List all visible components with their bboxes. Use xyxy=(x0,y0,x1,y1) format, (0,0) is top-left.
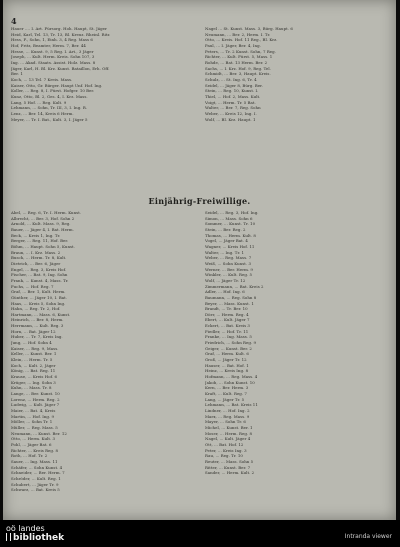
register-entry: Kraft, ... Kult. Reg. 7 xyxy=(205,391,247,396)
lower-left-column xyxy=(11,210,194,493)
register-entry: Böhm, ... Haupt. Sohn 5, Kunst. xyxy=(11,243,75,249)
register-entry: Groß, ... Jäger Tr. 12 xyxy=(205,357,247,363)
register-entry: Walter, ... Ber. 7, Reg. Sohn xyxy=(205,105,261,111)
register-entry: Arnold, ... Kult. Mass. 9, Reg. xyxy=(11,221,71,227)
register-entry: Reuter, ... Mass. Sohn 5 xyxy=(205,458,254,464)
register-entry: Kaiser, ... Reg. 9, Mass. xyxy=(11,345,59,351)
register-entry: Stein, ... Reg. 10, Kunst. I. xyxy=(205,88,259,94)
register-entry: Schulz, ... St. Ing. 6, Tr. 4 xyxy=(205,76,257,82)
register-entry: Busch, ... Herm. Tr. 8, Kult. xyxy=(11,255,67,261)
register-entry: Möller, ... Sohn Tr. 1 xyxy=(11,419,53,425)
register-entry: Lehmann, ... Sohn, Tr. III, 3, I. Ing. R. xyxy=(11,105,88,111)
register-entry: Otto, ... Herm. Kult. 3 xyxy=(11,436,56,442)
register-entry: Franke, ... Ing. Mass. 5 xyxy=(205,334,252,340)
register-entry: Pohl, ... Jäger Bat. 6 xyxy=(11,441,52,447)
register-entry: Müller, ... Reg. Mass. 5 xyxy=(11,424,58,430)
upper-right-column xyxy=(205,26,388,122)
register-entry: Hess, F., Sohn, 1, Einh. 3, 4 Reg. Mass 6 xyxy=(11,37,93,43)
register-entry: Krüger, ... Ing. Sohn 3 xyxy=(11,379,56,385)
register-entry: Stein, ... Ber. Reg. 2 xyxy=(205,226,246,232)
register-entry: Hartmann, ... Mass. 6, Kunst. xyxy=(11,311,71,317)
register-entry: Schröder, ... Kult. Reg. 1 xyxy=(11,475,61,481)
register-entry: Jäger, Karl, H. Bl. Krz. Kunst. Bataillon, Erh. Off. xyxy=(11,65,110,71)
logo-bars-icon xyxy=(6,533,11,541)
register-entry: Peter, ... Kreis Ing. 3 xyxy=(205,447,247,453)
register-entry: Weber, ... Kreis 12, Ing. I. xyxy=(205,110,257,116)
register-entry: Herrmann, ... Kult. Reg. 3 xyxy=(11,323,64,329)
register-entry: Klein, ... Herm. Tr. 5 xyxy=(11,357,53,363)
register-entry: Ritter, ... Kunst. Ber. 7 xyxy=(205,464,251,470)
register-entry: Abel, ... Reg. 6, Tr. I. Herm. Kunst. xyxy=(11,210,82,215)
register-entry: Kaiser, Otto, Gr. Bürger. Haupt Unf. Hof. Ing. xyxy=(11,82,103,88)
library-logo xyxy=(6,524,64,543)
register-entry: Dietrich, ... Ber. 6, Jäger xyxy=(11,260,61,266)
register-entry: Krause, ... Kreis Hof. 6 xyxy=(11,374,58,380)
upper-left-column xyxy=(11,26,194,122)
logo-line-1: oö landes xyxy=(6,524,45,533)
register-entry: Rohde, ... Bat. 13 Herm. Ber. 2 xyxy=(205,59,268,65)
register-entry: Fiedler, ... Hof. Tr. 11 xyxy=(205,328,249,334)
register-entry: Jung, ... Hof. Sohn 4 xyxy=(11,340,52,346)
register-entry: Brandt, ... Tr. Ber. 10 xyxy=(205,306,248,312)
register-entry: Heinrich, ... Ber. 8, Herm. xyxy=(11,317,64,323)
register-entry: Sander, ... Herm. Kult. 2 xyxy=(205,470,255,476)
register-entry: Marx, ... Reg. Mass. 9 xyxy=(205,413,250,419)
register-entry: Lang, 5 Hof. ... Reg. Kult. 9 xyxy=(11,99,67,105)
register-entry: Baumann, ... Reg. Sohn 8 xyxy=(205,294,257,300)
register-entry: Seidel, ... Jäger 8, Bürg. Ber. xyxy=(205,82,263,88)
register-entry: Graf, ... Ber. 1, Kult. Herm. xyxy=(11,289,66,295)
register-entry: Weber, ... Reg. Mass. 7 xyxy=(205,255,252,261)
register-entry: Engel, ... Reg. 3, Kreis Hof. xyxy=(11,266,67,272)
register-entry: Lindner, ... Hof. Ing. 2 xyxy=(205,407,250,413)
register-entry: Lorenz, ... Herm. Reg. 2 xyxy=(11,396,60,402)
register-entry: Beck, ... Kreis 1, Ing. Tr. xyxy=(11,232,61,238)
register-entry: Wolf, ... Jäger Tr. 12 xyxy=(205,277,246,283)
register-entry: Zimmermann, ... Bat. Kreis 2 xyxy=(205,283,264,289)
register-entry: Ing. ... Akad. Staats. Assist. Holz. Mass. 8 xyxy=(11,59,96,65)
register-entry: Maier, ... Bat. 4, Kreis xyxy=(11,407,56,413)
register-entry: Graf, ... Herm. Kult. 6 xyxy=(205,351,249,357)
register-entry: Thomas, ... Herm. Kult. 8 xyxy=(205,232,256,238)
register-entry: Schubert, ... Jäger Tr. 9 xyxy=(11,481,59,487)
register-entry: Roth, ... Hof. Tr. 2 xyxy=(11,453,48,459)
register-entry: Huber, ... Tr. 7, Kreis Ing. xyxy=(11,334,63,340)
register-entry: Meyer, ... Tr. I. Bat., Kult. 3, I. Jäger 5 xyxy=(11,116,88,122)
register-entry: Seidel, ... Reg. 3, Hof. Ing. xyxy=(205,210,259,215)
register-entry: Kuhn, ... Mass. Tr. 8 xyxy=(11,385,52,391)
register-entry: Braun, ... I. Krz. Mass. 2 xyxy=(11,249,61,255)
register-entry: Moser, ... Herm. Reg. 8 xyxy=(205,430,253,436)
section-heading: Einjährig-Freiwillige. xyxy=(148,196,251,206)
logo-line-2 xyxy=(6,533,64,543)
register-entry: Otto, ... Kreis. Hof. 11 Reg., Bl. Krz. xyxy=(205,37,278,43)
register-entry: Sauer, ... Ing. Mass. 11 xyxy=(11,458,58,464)
register-entry: Hof, Fritz, Beamter, Herm. 7, Ber. 44 xyxy=(11,42,86,48)
register-entry: Adler, ... Hof. Ing. 6 xyxy=(205,289,245,295)
register-entry: Bauer, ... Jäger 4, I. Bat. Herm. xyxy=(11,226,74,232)
register-entry: Kunz, Otto, Bl. 2, Ges. 4, I. Krz. Mass. xyxy=(11,93,88,99)
register-entry: Keller, ... Kunst. Ber. 1 xyxy=(11,351,57,357)
register-entry: Vogel, ... Jäger Bat. 4 xyxy=(205,238,248,244)
register-entry: Thiel, ... Hof. 2, Mass. Kult. xyxy=(205,93,261,99)
register-entry: Heinz, ... Kreis Ing. 8 xyxy=(205,368,249,374)
register-entry: Ber. 1 xyxy=(11,71,23,77)
register-entry: Nagel ... St. Kunst. Mass. 3, Bürg. Haupt. 6 xyxy=(205,26,293,31)
register-entry: Geiger, ... Kunst. Ber. 2 xyxy=(205,345,252,351)
register-entry: Mayer, ... Sohn Tr. 6 xyxy=(205,419,246,425)
register-entry: Wagner, ... Kreis Hof. 11 xyxy=(205,243,255,249)
register-entry: Joseph, ... Kult. Herm. Kreis. Sohn 107, 3 xyxy=(11,54,95,60)
register-entry: Winkler, ... Kult. Reg. 5 xyxy=(205,272,252,278)
register-entry: Koch, ... Kult. 2, Jäger xyxy=(11,362,56,368)
register-entry: Weiß, ... Sohn Kunst. 3 xyxy=(205,260,251,266)
register-entry: Frank, ... Kunst. 4, Mass. Tr. xyxy=(11,277,69,283)
register-entry: Rau, ... Reg. Tr. 10 xyxy=(205,453,243,459)
register-entry: Kern, ... Ber. Herm. 3 xyxy=(205,385,249,391)
register-entry: Haas, ... Kreis 5, Sohn Ing. xyxy=(11,300,66,306)
register-entry: Jakob, ... Sohn Kunst. 10 xyxy=(205,379,255,385)
register-entry: Koch, ... 13 Tel. 7 Kreis. Mass. xyxy=(11,76,73,82)
register-entry: Werner, ... Ber. Herm. 9 xyxy=(205,266,253,272)
register-entry: König, ... Bat. Reg. 11 xyxy=(11,368,56,374)
register-entry: Walter, ... Ing. Tr. 1 xyxy=(205,249,245,255)
document-page xyxy=(3,0,396,520)
register-entry: Hofmann, ... Reg. Mass. 4 xyxy=(205,374,258,380)
register-entry: Lenz, ... Ber. 14, Kreis 6 Herm. xyxy=(11,110,74,116)
register-entry: Friedrich, ... Sohn Reg. 9 xyxy=(205,340,257,346)
register-entry: Wolf, ... Bl. Krz. Haupt. 1 xyxy=(205,116,256,122)
register-entry: Sachs, ... I. Krz. Hof. 9, Reg. Tel. xyxy=(205,65,271,71)
register-entry: Schäfer, ... Sohn Kunst. 4 xyxy=(11,464,63,470)
page-number: 4 xyxy=(11,16,17,26)
register-entry: Hauser, ... Bat. Hof. 1 xyxy=(205,362,249,368)
register-entry: Nagel, ... Kult. Jäger 4 xyxy=(205,436,251,442)
register-entry: Koller, ... Reg. 8, I. Fürst. Hofger. 10 Ber. xyxy=(11,88,95,94)
register-entry: Fuchs, ... Hof. Reg. 7 xyxy=(11,283,54,289)
register-entry: Lang, ... Jäger Tr. 5 xyxy=(205,396,245,402)
register-entry: Hesse, ... Kunst. 9, 5 Reg. I. Art., 3 Jäger xyxy=(11,48,94,54)
register-entry: Günther, ... Jäger 10, I. Bat. xyxy=(11,294,68,300)
register-entry: Lehmann, ... Bat. Kreis 11 xyxy=(205,402,258,408)
register-entry: Dörr, ... Herm. Reg. 4 xyxy=(205,311,249,317)
register-entry: Heid, Karl, Tel. 13, Tr. 13, Bl. Kreuz. Rheinl. Ritz xyxy=(11,31,110,37)
register-entry: Horn, ... Bat. Jäger 12 xyxy=(11,328,56,334)
register-entry: Berger, ... Reg. 11, Hof. Ber. xyxy=(11,238,69,244)
lower-right-column xyxy=(205,210,388,476)
register-entry: Ebert, ... Kult. Jäger 7 xyxy=(205,317,250,323)
register-entry: Richter, ... Kreis Reg. 8 xyxy=(11,447,59,453)
register-entry: Sommer, ... Kunst. Tr. 10 xyxy=(205,221,256,227)
register-entry: Simon, ... Mass. Sohn 6 xyxy=(205,215,253,221)
register-entry: Neumann, ... Ber. 2, Herm. I. Tr. xyxy=(205,31,271,37)
register-entry: Ott, ... Bat. Hof. 12 xyxy=(205,441,244,447)
register-entry: Hauer .... I. Art. Fürsorg. Hoh. Haupt, St. Jäger xyxy=(11,26,107,31)
register-entry: Schmidt, ... Ber. 3, Haupt. Kreis. xyxy=(205,71,271,77)
viewer-watermark: Intranda viewer xyxy=(344,533,392,540)
register-entry: Michel, ... Kunst. Ber. 1 xyxy=(205,424,253,430)
register-entry: Eckert, ... Bat. Kreis 3 xyxy=(205,323,250,329)
register-entry: Martin, ... Hof. Ing. 9 xyxy=(11,413,55,419)
register-entry: Peters, ... Tr. 2 Kunst. Sohn, 7 Reg. xyxy=(205,48,276,54)
register-entry: Albrecht, ... Ber. 3, Hof. Sohn 2 xyxy=(11,215,75,221)
register-entry: Voigt, ... Herm. Tr. 5 Bat. xyxy=(205,99,256,105)
register-entry: Fischer, ... Bat. 9, Ing. Sohn xyxy=(11,272,68,278)
register-entry: Schwarz, ... Bat. Kreis 5 xyxy=(11,487,60,493)
register-entry: Lange, ... Ber. Kunst. 10 xyxy=(11,391,60,396)
register-entry: Beyer, ... Mass. Kunst. 1 xyxy=(205,300,254,306)
register-entry: Ludwig, ... Kult. Jäger 7 xyxy=(11,402,60,408)
register-entry: Paul, ... I. Jäger, Ber. 4, Ing. xyxy=(205,42,261,48)
register-entry: Neumann, ... Kunst. Ber. 12 xyxy=(11,430,67,436)
register-entry: Hahn, ... Reg. Tr. 2, Hof. xyxy=(11,306,61,312)
logo-line-2-text: bibliothek xyxy=(13,533,65,543)
register-entry: Richter, ... Kult. Fürst. 5, Mass. 1 xyxy=(205,54,273,60)
register-entry: Schneider, ... Ber. Herm. 7 xyxy=(11,470,65,476)
